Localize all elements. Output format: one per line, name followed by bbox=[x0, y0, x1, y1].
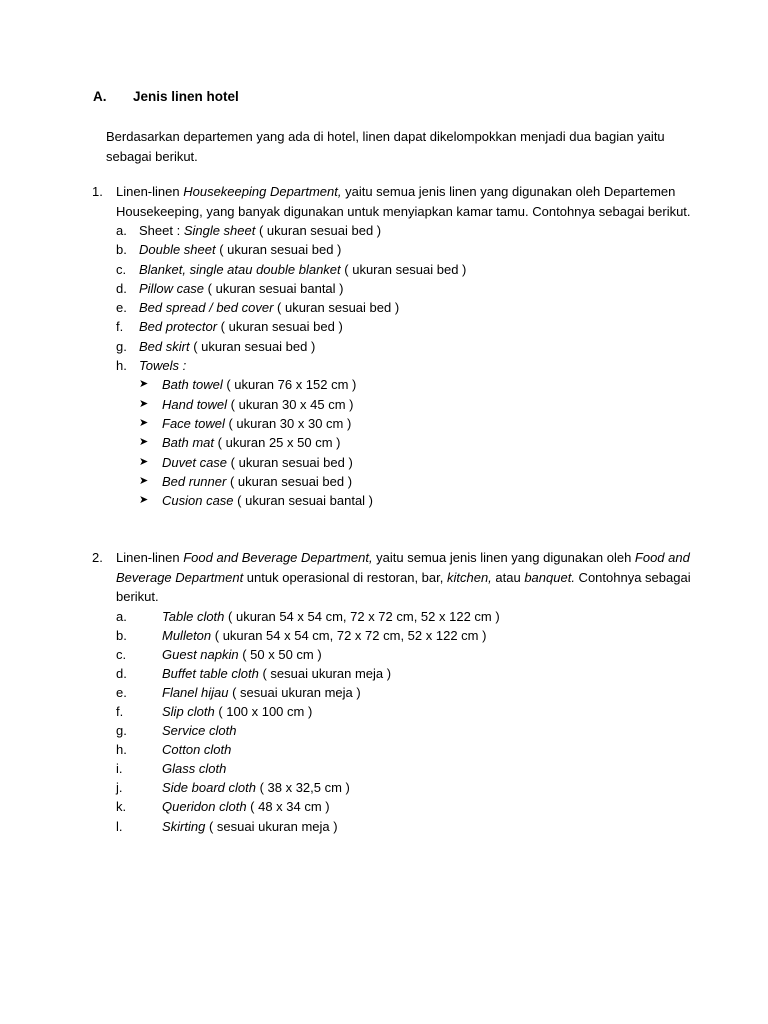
section-2-paragraph bbox=[116, 548, 696, 607]
list-item-text bbox=[139, 337, 315, 356]
italic-text: Guest napkin bbox=[162, 646, 239, 662]
list-item-letter: l. bbox=[116, 818, 123, 834]
italic-text: Skirting bbox=[162, 818, 206, 834]
list-item bbox=[92, 356, 712, 375]
text-run: atau bbox=[491, 569, 525, 585]
italic-text: Housekeeping Department, bbox=[183, 184, 342, 199]
list-item bbox=[92, 721, 712, 740]
text-run: ( ukuran 30 x 30 cm ) bbox=[224, 415, 352, 431]
italic-text: Queridon cloth bbox=[162, 799, 247, 815]
list-item-letter: b. bbox=[116, 627, 127, 643]
italic-text: kitchen, bbox=[446, 569, 492, 585]
list-item-text bbox=[162, 759, 226, 778]
italic-text: Face towel bbox=[162, 415, 225, 431]
heading-title: Jenis linen hotel bbox=[133, 89, 239, 104]
towel-item-text bbox=[162, 395, 354, 414]
italic-text: Single sheet bbox=[183, 223, 256, 238]
section-2 bbox=[92, 548, 712, 836]
list-item-letter: h. bbox=[116, 358, 127, 374]
italic-text: Pillow case bbox=[139, 280, 205, 296]
italic-text: Slip cloth bbox=[162, 703, 215, 719]
text-run: ( 38 x 32,5 cm ) bbox=[255, 780, 350, 796]
towel-item bbox=[92, 414, 712, 433]
text-run: Linen-linen bbox=[116, 550, 184, 565]
list-item-text bbox=[139, 279, 344, 298]
italic-text: Flanel hijau bbox=[162, 684, 229, 700]
list-item-text bbox=[162, 817, 338, 836]
list-item-text bbox=[162, 645, 322, 664]
list-item-letter: f. bbox=[116, 319, 124, 335]
list-item-letter: c. bbox=[116, 261, 127, 277]
italic-text: Table cloth bbox=[162, 608, 225, 624]
text-run: ( ukuran sesuai bed ) bbox=[215, 242, 342, 258]
list-item-letter: b. bbox=[116, 242, 127, 258]
list-item-text bbox=[162, 683, 361, 702]
towel-item-text bbox=[162, 414, 351, 433]
arrow-bullet-icon: ➤ bbox=[139, 436, 149, 449]
text-run: ( 48 x 34 cm ) bbox=[246, 799, 330, 815]
towel-item bbox=[92, 395, 712, 414]
arrow-bullet-icon: ➤ bbox=[139, 474, 149, 487]
towel-item-text bbox=[162, 433, 340, 452]
text-run: Linen-linen bbox=[116, 184, 184, 199]
list-item bbox=[92, 797, 712, 816]
towel-item bbox=[92, 453, 712, 472]
text-run: ( sesuai ukuran meja ) bbox=[205, 818, 338, 834]
list-item-text bbox=[162, 778, 350, 797]
text-run: ( 100 x 100 cm ) bbox=[214, 703, 313, 719]
text-run: ( 50 x 50 cm ) bbox=[238, 646, 322, 662]
arrow-bullet-icon: ➤ bbox=[139, 494, 149, 507]
heading-letter: A. bbox=[93, 89, 107, 104]
text-run: ( ukuran 54 x 54 cm, 72 x 72 cm, 52 x 122 cm ) bbox=[211, 627, 487, 643]
list-item bbox=[92, 683, 712, 702]
towel-item-text bbox=[162, 491, 373, 510]
list-item-text bbox=[139, 221, 381, 240]
section-2-number: 2. bbox=[92, 550, 103, 565]
text-run: ( ukuran 76 x 152 cm ) bbox=[222, 377, 357, 393]
arrow-bullet-icon: ➤ bbox=[139, 455, 149, 468]
towel-item-text bbox=[162, 453, 353, 472]
text-run: ( ukuran sesuai bed ) bbox=[217, 319, 343, 335]
italic-text: Cotton cloth bbox=[162, 742, 232, 758]
towels-list bbox=[92, 375, 712, 510]
list-item bbox=[92, 317, 712, 336]
list-item-letter: e. bbox=[116, 300, 127, 316]
list-item bbox=[92, 664, 712, 683]
italic-text: Duvet case bbox=[162, 454, 228, 470]
section-2-list bbox=[92, 607, 712, 836]
list-item-text bbox=[162, 664, 391, 683]
italic-text: banquet. bbox=[524, 569, 575, 585]
list-item bbox=[92, 240, 712, 259]
towel-item-text bbox=[162, 472, 352, 491]
text-run: yaitu semua jenis linen yang digunakan oleh bbox=[372, 550, 635, 565]
list-item-letter: e. bbox=[116, 684, 127, 700]
text-run: ( ukuran 54 x 54 cm, 72 x 72 cm, 52 x 122 cm ) bbox=[224, 608, 500, 624]
list-item-letter: i. bbox=[116, 761, 123, 777]
list-item-text bbox=[162, 721, 236, 740]
list-item bbox=[92, 260, 712, 279]
list-item-letter: h. bbox=[116, 742, 127, 758]
list-item-letter: d. bbox=[116, 280, 127, 296]
section-heading bbox=[93, 89, 239, 104]
list-item bbox=[92, 702, 712, 721]
list-item bbox=[92, 626, 712, 645]
italic-text: Side board cloth bbox=[162, 780, 256, 796]
towel-item bbox=[92, 472, 712, 491]
italic-text: Food and Beverage Department, bbox=[183, 550, 373, 565]
list-item bbox=[92, 778, 712, 797]
text-run: ( sesuai ukuran meja ) bbox=[228, 684, 361, 700]
text-run: ( ukuran sesuai bed ) bbox=[226, 473, 353, 489]
list-item bbox=[92, 279, 712, 298]
list-item-letter: f. bbox=[116, 703, 124, 719]
text-run: ( sesuai ukuran meja ) bbox=[258, 665, 392, 681]
list-item-letter: a. bbox=[116, 223, 127, 238]
italic-text: Mulleton bbox=[162, 627, 212, 643]
list-item-text bbox=[162, 740, 231, 759]
list-item-text bbox=[139, 298, 399, 317]
text-run: Sheet : bbox=[139, 223, 184, 238]
text-run: ( ukuran sesuai bantal ) bbox=[233, 493, 374, 509]
italic-text: Bed skirt bbox=[139, 338, 190, 354]
list-item bbox=[92, 740, 712, 759]
italic-text: Bath mat bbox=[162, 435, 215, 451]
list-item bbox=[92, 817, 712, 836]
text-run: ( ukuran 30 x 45 cm ) bbox=[227, 396, 354, 412]
list-item-text bbox=[162, 626, 486, 645]
list-item bbox=[92, 221, 712, 240]
list-item-letter: d. bbox=[116, 665, 127, 681]
list-item bbox=[92, 759, 712, 778]
italic-text: Bed protector bbox=[139, 319, 218, 335]
list-item bbox=[92, 607, 712, 626]
text-run: ( ukuran sesuai bed ) bbox=[189, 338, 316, 354]
list-item-text bbox=[162, 607, 500, 626]
text-run: untuk operasional di restoran, bar, bbox=[243, 569, 447, 585]
section-1-list bbox=[92, 221, 712, 375]
italic-text: Bed runner bbox=[162, 473, 227, 489]
list-item-text bbox=[162, 797, 330, 816]
list-item-text bbox=[139, 317, 343, 336]
list-item-text bbox=[139, 260, 466, 279]
italic-text: Bed spread / bed cover bbox=[139, 300, 274, 316]
text-run: ( ukuran sesuai bed ) bbox=[340, 261, 467, 277]
list-item-letter: a. bbox=[116, 608, 127, 624]
intro-paragraph: Berdasarkan departemen yang ada di hotel, linen dapat dikelompokkan menjadi dua bagian yaitu sebagai berikut. bbox=[106, 129, 665, 164]
arrow-bullet-icon: ➤ bbox=[139, 397, 149, 410]
arrow-bullet-icon: ➤ bbox=[139, 378, 149, 391]
list-item-text bbox=[139, 240, 341, 259]
towel-item bbox=[92, 375, 712, 394]
italic-text: Food and Beverage Department bbox=[116, 550, 690, 585]
list-item bbox=[92, 337, 712, 356]
list-item-letter: c. bbox=[116, 646, 127, 662]
italic-text: Blanket, single atau double blanket bbox=[139, 261, 341, 277]
italic-text: Hand towel bbox=[162, 396, 228, 412]
text-run: ( ukuran sesuai bed ) bbox=[255, 223, 382, 238]
list-item-text bbox=[139, 356, 186, 375]
section-1-number: 1. bbox=[92, 184, 103, 199]
italic-text: Service cloth bbox=[162, 723, 237, 739]
list-item-letter: g. bbox=[116, 338, 127, 354]
italic-text: Bath towel bbox=[162, 377, 223, 393]
list-item-letter: k. bbox=[116, 799, 127, 815]
towel-item-text bbox=[162, 375, 356, 394]
list-item bbox=[92, 645, 712, 664]
italic-text: Buffet table cloth bbox=[162, 665, 259, 681]
list-item bbox=[92, 298, 712, 317]
arrow-bullet-icon: ➤ bbox=[139, 416, 149, 429]
list-item-text bbox=[162, 702, 312, 721]
text-run: Contohnya sebagai berikut. bbox=[116, 569, 691, 604]
italic-text: Cusion case bbox=[162, 493, 234, 509]
italic-text: Glass cloth bbox=[162, 761, 227, 777]
towel-item bbox=[92, 491, 712, 510]
section-1-paragraph bbox=[116, 182, 696, 221]
italic-text: Towels : bbox=[139, 358, 187, 374]
text-run: ( ukuran sesuai bantal ) bbox=[204, 280, 344, 296]
list-item-letter: j. bbox=[116, 780, 123, 796]
text-run: ( ukuran 25 x 50 cm ) bbox=[214, 435, 341, 451]
text-run: yaitu semua jenis linen yang digunakan oleh Departemen Housekeeping, yang banyak digunakan untuk menyiapkan kamar tamu. Contohnya sebagai berikut. bbox=[116, 184, 691, 219]
text-run: ( ukuran sesuai bed ) bbox=[273, 300, 400, 316]
section-1 bbox=[92, 182, 712, 510]
text-run: ( ukuran sesuai bed ) bbox=[227, 454, 353, 470]
towel-item bbox=[92, 433, 712, 452]
list-item-letter: g. bbox=[116, 723, 127, 739]
italic-text: Double sheet bbox=[139, 242, 216, 258]
